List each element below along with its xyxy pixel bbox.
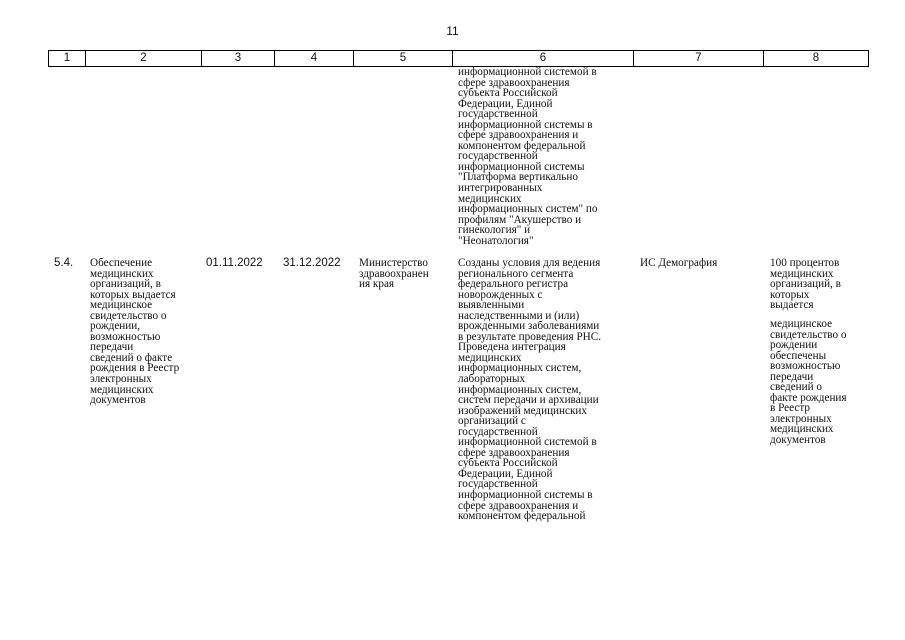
column-header-3: 3 bbox=[202, 50, 275, 67]
page-number: 11 bbox=[446, 24, 459, 38]
column-header-5: 5 bbox=[354, 50, 453, 67]
responsible-executor: Министерство здравоохранен ия края bbox=[359, 257, 429, 291]
column-header-7: 7 bbox=[634, 50, 764, 67]
column-header-8: 8 bbox=[764, 50, 869, 67]
information-system: ИС Демография bbox=[640, 257, 718, 269]
column-header-4: 4 bbox=[275, 50, 354, 67]
row-number: 5.4. bbox=[54, 257, 74, 269]
continued-result-text: информационной системой в сфере здравоохранения субъекта Российской Федерации, Единой государственной информационной системы в сфере здравоохранения и компонентом федеральной государственной информационной системы "Платформа вертикально интегрированных медицинских информационных систем" по профилям "Акушерство и гинекология" и "Неонатология" bbox=[458, 66, 598, 247]
start-date: 01.11.2022 bbox=[206, 257, 263, 269]
column-header-1: 1 bbox=[48, 50, 86, 67]
measure-name: Обеспечение медицинских организаций, в которых выдается медицинское свидетельство о рождении, возможностью передачи сведений о факте рождения в Реестр электронных медицинских документов bbox=[90, 257, 180, 407]
indicator-text-part-1: 100 процентов медицинских организаций, в которых выдается bbox=[770, 257, 841, 312]
measure-result: Созданы условия для ведения регионального сегмента федерального регистра новорожденных с выявленными наследственными и (или) врожденными заболеваниями в результате проведения РНС. Проведена интеграция медицинских информационных систем, лабораторных информационных систем, систем передачи и архивации изображений медицинских организаций с государственной информационной системой в сфере здравоохранения субъекта Российской Федерации, Единой государственной информационной системы в сфере здравоохранения и компонентом федеральной bbox=[458, 257, 602, 523]
column-header-6: 6 bbox=[453, 50, 634, 67]
indicator-text-part-2: медицинское свидетельство о рождении обеспечены возможностью передачи сведений о факте рождения в Реестр электронных медицинских документов bbox=[770, 318, 847, 447]
end-date: 31.12.2022 bbox=[283, 257, 341, 269]
column-header-2: 2 bbox=[86, 50, 202, 67]
